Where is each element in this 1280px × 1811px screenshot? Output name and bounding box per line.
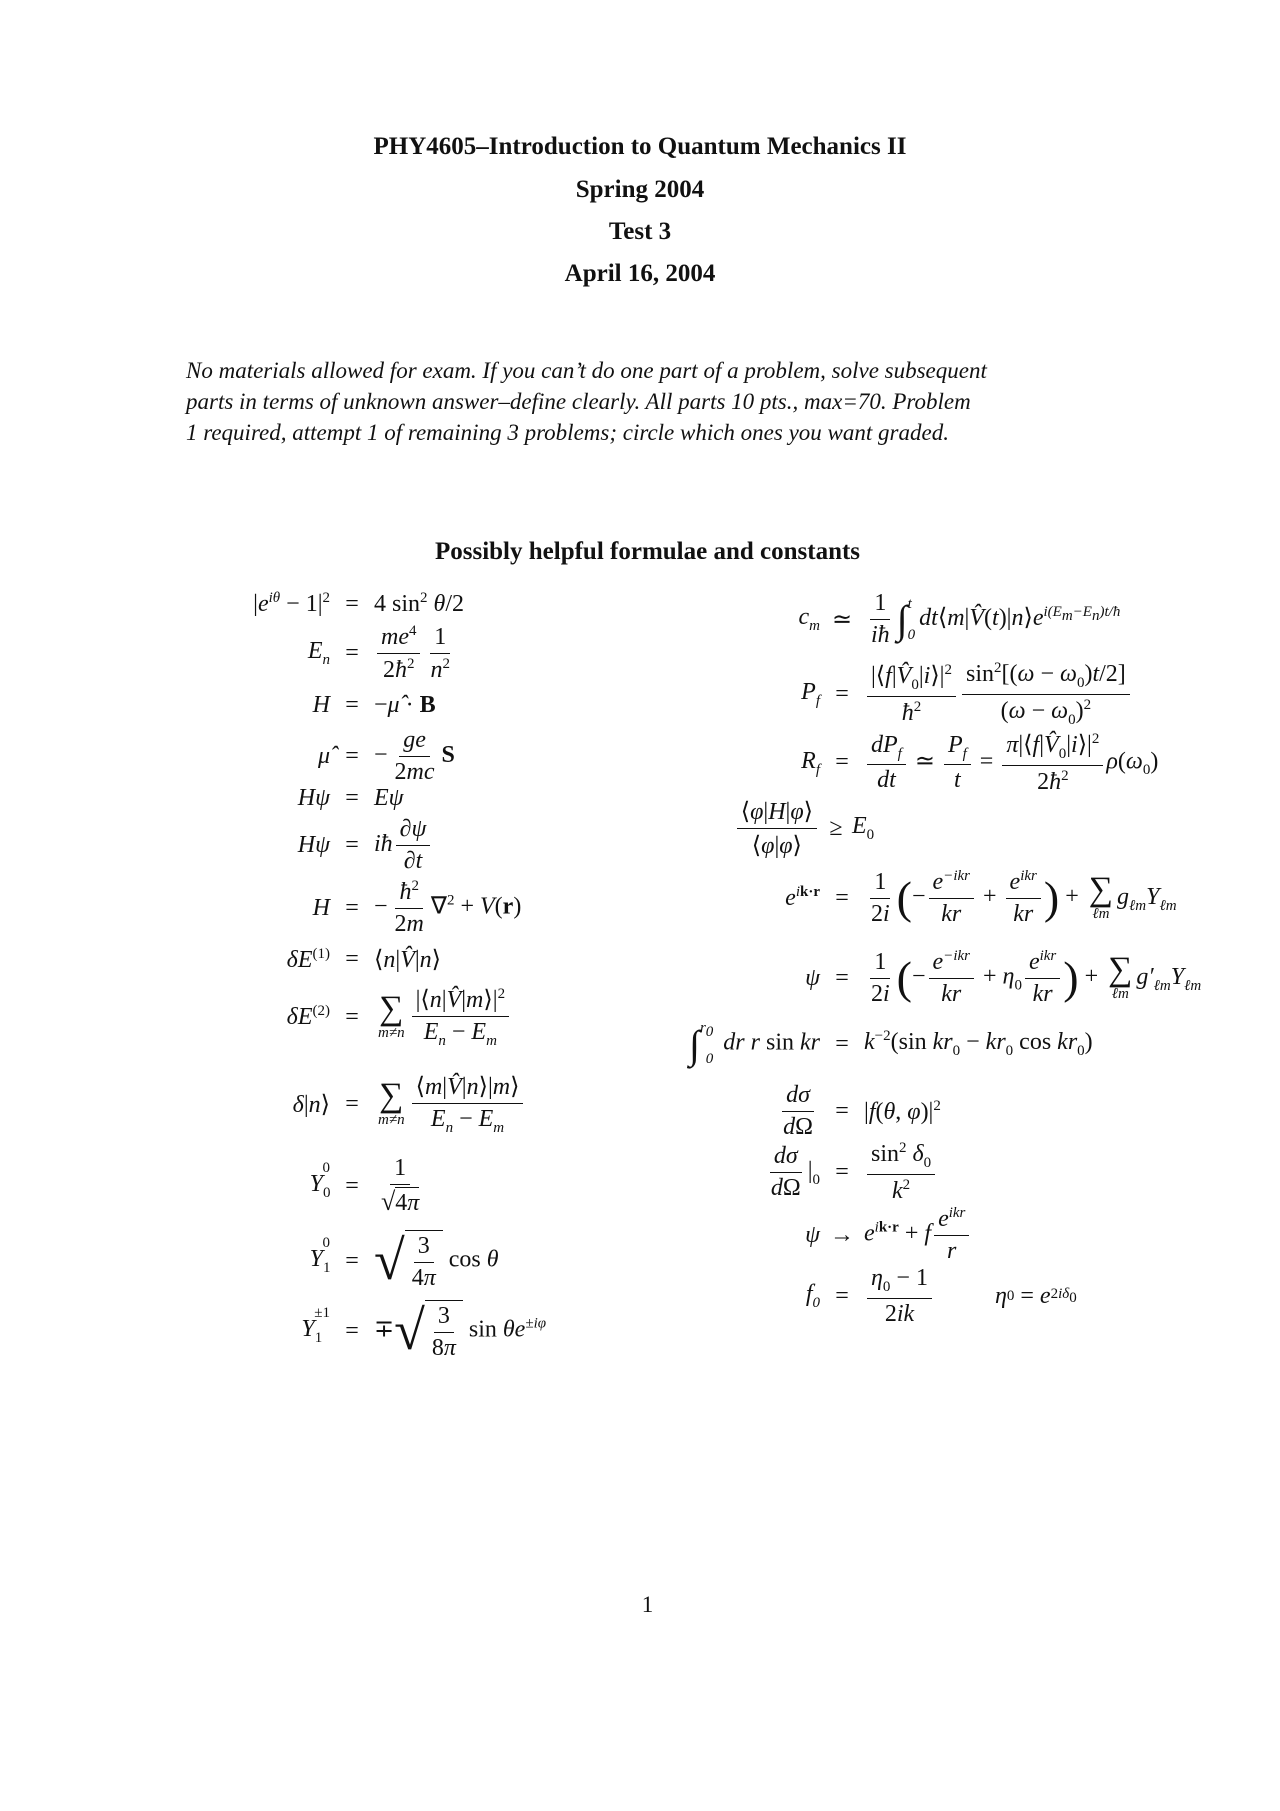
formula-row: H = − $\frac{ħ^2}{2m}$ ∇$^2$ + V(r) — [312, 878, 522, 937]
formula-row: $\frac{d\sigma}{d\Omega}$ $|_0$ = $\frac{\sin^2 \delta_0}{k^2}$ — [640, 1140, 938, 1205]
instruction-line: No materials allowed for exam. If you can’t do one part of a problem, solve subsequent — [186, 358, 987, 383]
instruction-line: parts in terms of unknown answer–define clearly. All parts 10 pts., max=70. Problem — [186, 389, 971, 414]
formula-row: H = −μ̂ · B — [312, 692, 436, 718]
formula-row: $E_n$ = $\frac{me^4}{2ħ^2}$ $\frac{1}{n^2}$ — [307, 623, 450, 683]
instruction-line: 1 required, attempt 1 of remaining 3 problems; circle which ones you want graded. — [186, 420, 949, 445]
formula-row: $R_f$ = $\frac{dP_f}{dt}$ ≃ $\frac{P_f}{t}$ = $\frac{\pi|⟨f|V̂_0|i⟩|^2}{2ħ^2}$ $\rho(\omega_0)$ — [801, 731, 1159, 795]
section-title: Possibly helpful formulae and constants — [434, 538, 861, 565]
formula-row: $c_m$ ≃ $\frac{1}{iħ}$ ∫ t 0 $dt⟨m|V̂(t)|n⟩e^{i(E_m-E_n)t/ħ}$ — [798, 590, 1121, 648]
formula-row: δ|n⟩ = ∑ m≠n $\frac{⟨m|V̂|n⟩|m⟩}{E_n - E_m}$ — [180, 1072, 526, 1137]
formula-row: $Y_1^0$ = √ $\frac{3}{4\pi}$ cos θ — [309, 1230, 499, 1292]
test-number: Test 3 — [608, 218, 672, 245]
formula-row: Hψ = Eψ — [297, 785, 404, 811]
formula-row: $Y_0^0$ = 1 √ 4π — [309, 1155, 420, 1216]
page-number: 1 — [641, 1592, 654, 1617]
formula-row: $f_0$ = $\frac{\eta_0 - 1}{2ik}$ η 0 = e $2i\delta_0$ — [805, 1265, 1077, 1327]
formula-row: $e^{ik\cdot r}$ = $\frac{1}{2i}$ (− $\frac{e^{-ikr}}{kr}$ + $\frac{e^{ikr}}{kr}$ ) + ∑ ℓm $g_{\ell m}Y_{\ell m}$ — [785, 868, 1177, 927]
formula-row: $Y_1^{\pm 1}$ = ∓ √ $\frac{3}{8\pi}$ $\sin \theta e^{\pm i\varphi}$ — [301, 1300, 547, 1362]
formula-row: $\frac{⟨\varphi|H|\varphi⟩}{⟨\varphi|\varphi⟩}$ ≥ $E_0$ — [640, 797, 874, 860]
formula-row: ψ = $\frac{1}{2i}$ (− $\frac{e^{-ikr}}{kr}$ + $\eta_0$ $\frac{e^{ikr}}{kr}$ ) + ∑ ℓm $g'_{\ell m}Y_{\ell m}$ — [805, 948, 1202, 1007]
formula-row: $\delta E^{(2)}$ = ∑ m≠n $\frac{|⟨n|V̂|m⟩|^2}{E_n - E_m}$ — [180, 985, 512, 1050]
formula-row: μ̂ = − $\frac{ge}{2mc}$ S — [317, 727, 455, 785]
formula-row: $\frac{d\sigma}{d\Omega}$ = |f(θ, $\varphi)|^2$ — [783, 1082, 941, 1140]
formula-row: ∫ $r_0$ 0 dr r sin kr = $k^{-2}(\sin$ $kr_0 - kr_0$ $\cos kr_0$) — [688, 1020, 1093, 1067]
formula-row: Hψ = iħ $\frac{\partial\psi}{\partial t}$ — [180, 816, 433, 875]
test-date: April 16, 2004 — [564, 260, 716, 287]
formula-row: ψ → $e^{ik\cdot r} + f$ $\frac{e^{ikr}}{r}$ — [640, 1205, 972, 1265]
course-title: PHY4605–Introduction to Quantum Mechanics II — [373, 133, 907, 160]
formula-row: $\delta E^{(1)}$ = ⟨n|V̂|n⟩ — [286, 945, 442, 973]
instructions — [186, 355, 1106, 448]
formula-row: $|e^{i\theta} - 1|^2$ = 4 $\sin^2 \theta/2$ — [253, 590, 464, 617]
formula-row: $P_f$ = $\frac{|⟨f|V̂_0|i⟩|^2}{ħ^2}$ $\frac{\sin^2[(\omega - \omega_0)t/2]}{(\omega - \omega_0)^2}$ — [640, 660, 1133, 729]
term: Spring 2004 — [575, 176, 705, 203]
